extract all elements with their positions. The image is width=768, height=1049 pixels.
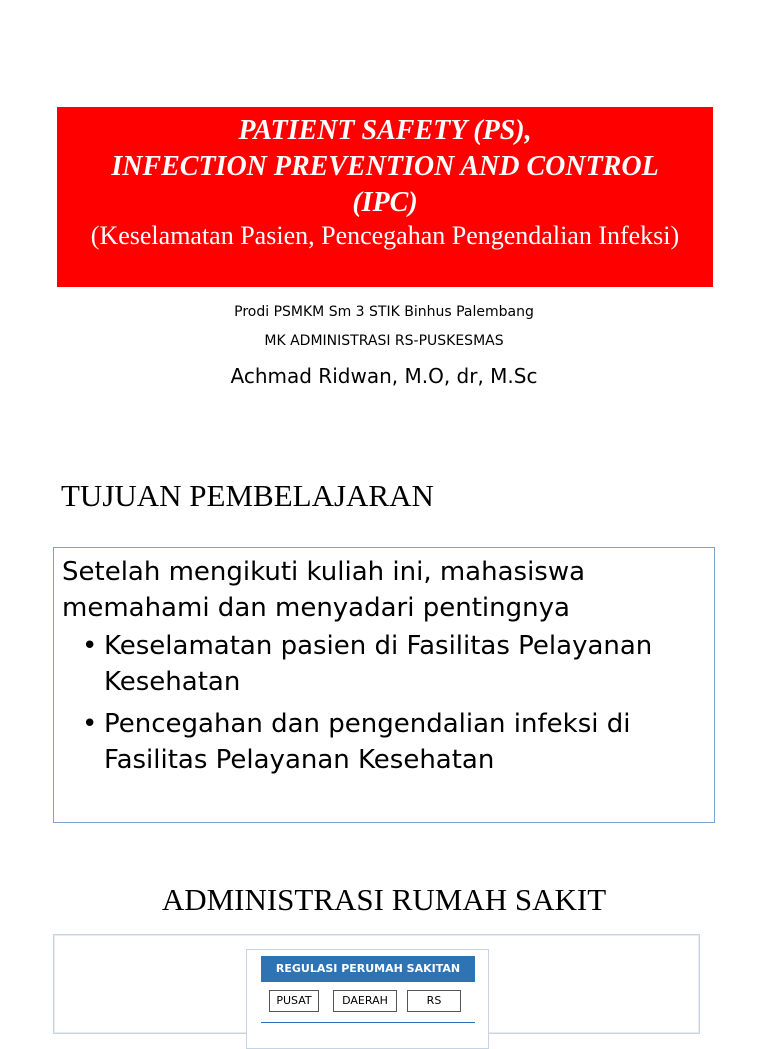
diagram-frame [53,934,700,1034]
list-item [62,628,706,700]
title-subtitle: (Keselamatan Pasien, Pencegahan Pengendalian Infeksi) [90,221,680,250]
bullet-icon: • [82,709,98,739]
objective-text: Pencegahan dan pengendalian infeksi di Fasilitas Pelayanan Kesehatan [104,709,631,775]
diagram-box-rs: RS [407,990,461,1012]
title-line-3: (IPC) [352,187,418,218]
objective-text: Keselamatan pasien di Fasilitas Pelayanan Kesehatan [104,631,653,697]
program-label: Prodi PSMKM Sm 3 STIK Binhus Palembang [234,304,534,320]
title-line-1: PATIENT SAFETY (PS), [238,115,532,146]
objectives-heading: TUJUAN PEMBELAJARAN [61,478,434,513]
course-label: MK ADMINISTRASI RS-PUSKESMAS [264,333,504,349]
diagram-box-pusat: PUSAT [269,990,319,1012]
diagram-box-daerah: DAERAH [333,990,397,1012]
author-label: Achmad Ridwan, M.O, dr, M.Sc [230,364,538,388]
title-line-2: INFECTION PREVENTION AND CONTROL [111,151,659,182]
objectives-list [62,628,706,778]
title-banner [57,107,713,287]
regulation-diagram [246,949,489,1049]
diagram-bar [261,1022,475,1049]
bullet-icon: • [82,631,98,661]
objectives-box [53,547,715,823]
diagram-header: REGULASI PERUMAH SAKITAN [261,956,475,982]
objectives-intro: Setelah mengikuti kuliah ini, mahasiswa memahami dan menyadari pentingnya [62,557,586,623]
administration-heading: ADMINISTRASI RUMAH SAKIT [161,882,607,917]
list-item [62,706,706,778]
